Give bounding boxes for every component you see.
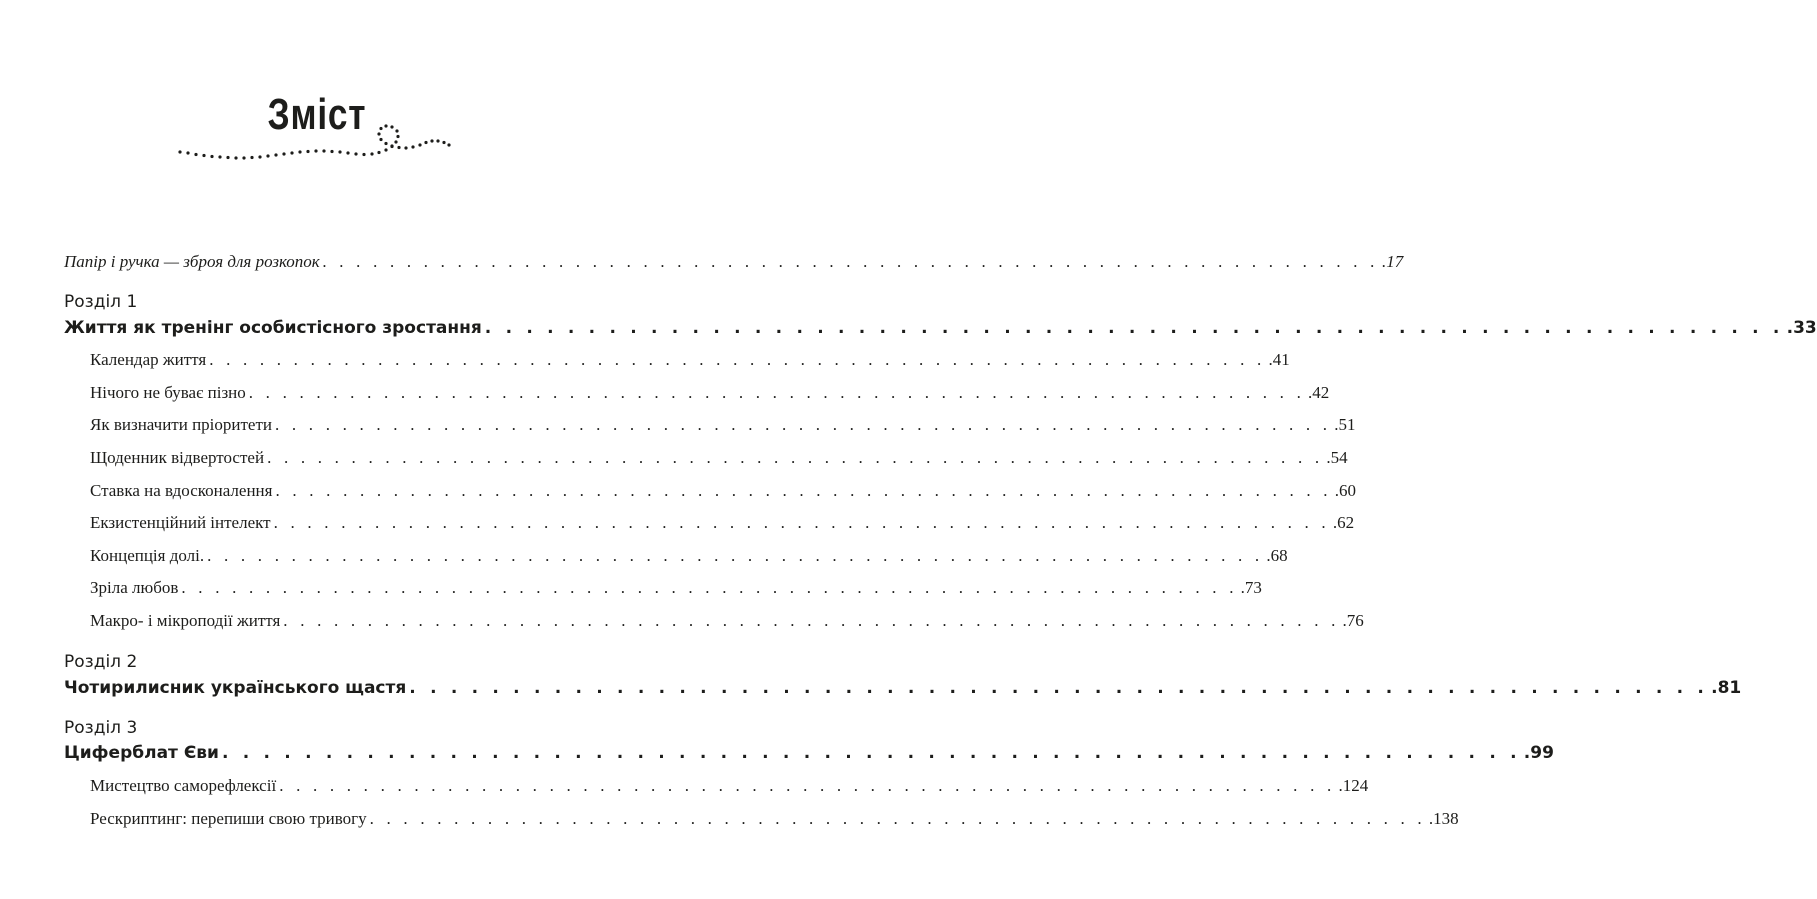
toc-entry[interactable] bbox=[90, 809, 1459, 829]
toc-entry-label: Як визначити пріоритети bbox=[90, 415, 272, 434]
toc-entry-label: Нічого не буває пізно bbox=[90, 383, 246, 402]
toc-entry[interactable] bbox=[90, 611, 1364, 631]
dot-leader: . . . . . . . . . . . . . . . . . . . . . . . . . . . . . . . . . . . . . . . . . . . . . . . . . . . . . . . . . . . . . . . bbox=[207, 546, 1264, 565]
toc-page-number: .42 bbox=[1308, 383, 1330, 402]
dot-leader: . . . . . . . . . . . . . . . . . . . . . . . . . . . . . . . . . . . . . . . . . . . . . . . . . . . . . . . . . . . . . . . bbox=[283, 611, 1340, 630]
toc-page-number: .76 bbox=[1342, 611, 1364, 630]
toc-page-number: .54 bbox=[1326, 448, 1348, 467]
toc-page-number: .41 bbox=[1268, 350, 1290, 369]
toc-page-number: .62 bbox=[1332, 513, 1355, 532]
toc-entry[interactable] bbox=[90, 546, 1288, 566]
page-title: Зміст bbox=[267, 90, 367, 139]
toc-entry-intro[interactable] bbox=[64, 252, 1404, 272]
dot-leader: . . . . . . . . . . . . . . . . . . . . . . . . . . . . . . . . . . . . . . . . . . . . . . . . . . . . . . . . . . . . . . . bbox=[181, 578, 1238, 597]
dot-leader: . . . . . . . . . . . . . . . . . . . . . . . . . . . . . . . . . . . . . . . . . . . . . . . . . . . . . . . . . . . . . . . bbox=[275, 481, 1332, 500]
toc-entry[interactable] bbox=[90, 578, 1262, 598]
toc-entry[interactable] bbox=[90, 776, 1369, 796]
section-label-1: Розділ 1 bbox=[64, 292, 138, 312]
dot-leader: . . . . . . . . . . . . . . . . . . . . . . . . . . . . . . . . . . . . . . . . . . . . . . . . . . . . . . . . . . . . . . . bbox=[221, 743, 1521, 763]
toc-page-number: .17 bbox=[1382, 252, 1404, 271]
toc-entry[interactable] bbox=[90, 513, 1355, 533]
toc-page-number: .124 bbox=[1338, 776, 1369, 795]
dot-leader: . . . . . . . . . . . . . . . . . . . . . . . . . . . . . . . . . . . . . . . . . . . . . . . . . . . . . . . . . . . . . . . bbox=[369, 809, 1426, 828]
toc-chapter-title: Циферблат Єви bbox=[64, 743, 219, 763]
toc-entry[interactable] bbox=[90, 481, 1356, 501]
toc-page-number: .51 bbox=[1334, 415, 1356, 434]
toc-chapter-1[interactable] bbox=[64, 318, 1817, 338]
toc-page-number: .33 bbox=[1786, 318, 1817, 338]
toc-page-number: .73 bbox=[1240, 578, 1262, 597]
toc-entry-label: Екзистенційний інтелект bbox=[90, 513, 271, 532]
dot-leader: . . . . . . . . . . . . . . . . . . . . . . . . . . . . . . . . . . . . . . . . . . . . . . . . . . . . . . . . . . . . . . . bbox=[273, 513, 1330, 532]
toc-entry[interactable] bbox=[90, 383, 1330, 403]
toc-chapter-title: Чотирилисник українського щастя bbox=[64, 678, 407, 698]
dotted-swirl-ornament bbox=[170, 108, 470, 168]
toc-entry[interactable] bbox=[90, 415, 1356, 435]
toc-entry-label: Рескриптинг: перепиши свою тривогу bbox=[90, 809, 367, 828]
toc-page-number: .68 bbox=[1266, 546, 1288, 565]
dot-leader: . . . . . . . . . . . . . . . . . . . . . . . . . . . . . . . . . . . . . . . . . . . . . . . . . . . . . . . . . . . . . . . bbox=[275, 415, 1332, 434]
toc-entry-label: Ставка на вдосконалення bbox=[90, 481, 273, 500]
toc-entry-label: Мистецтво саморефлексії bbox=[90, 776, 277, 795]
toc-entry-label: Папір і ручка — зброя для розкопок bbox=[64, 252, 320, 271]
dot-leader: . . . . . . . . . . . . . . . . . . . . . . . . . . . . . . . . . . . . . . . . . . . . . . . . . . . . . . . . . . . . . . . bbox=[279, 776, 1336, 795]
dot-leader: . . . . . . . . . . . . . . . . . . . . . . . . . . . . . . . . . . . . . . . . . . . . . . . . . . . . . . . . . . . . . . . bbox=[322, 252, 1379, 271]
toc-page-number: .138 bbox=[1428, 809, 1459, 828]
toc-chapter-title: Життя як тренінг особистісного зростання bbox=[64, 318, 482, 338]
toc-entry[interactable] bbox=[90, 350, 1290, 370]
section-label-2: Розділ 2 bbox=[64, 652, 138, 672]
dot-leader: . . . . . . . . . . . . . . . . . . . . . . . . . . . . . . . . . . . . . . . . . . . . . . . . . . . . . . . . . . . . . . . bbox=[409, 678, 1709, 698]
dot-leader: . . . . . . . . . . . . . . . . . . . . . . . . . . . . . . . . . . . . . . . . . . . . . . . . . . . . . . . . . . . . . . . bbox=[267, 448, 1324, 467]
toc-chapter-2[interactable] bbox=[64, 678, 1742, 698]
toc-chapter-3[interactable] bbox=[64, 743, 1554, 763]
dot-leader: . . . . . . . . . . . . . . . . . . . . . . . . . . . . . . . . . . . . . . . . . . . . . . . . . . . . . . . . . . . . . . . bbox=[209, 350, 1266, 369]
toc-entry-label: Календар життя bbox=[90, 350, 207, 369]
toc-page-number: .99 bbox=[1523, 743, 1554, 763]
toc-page-number: .81 bbox=[1711, 678, 1742, 698]
toc-page-number: .60 bbox=[1334, 481, 1356, 500]
dot-leader: . . . . . . . . . . . . . . . . . . . . . . . . . . . . . . . . . . . . . . . . . . . . . . . . . . . . . . . . . . . . . . . bbox=[484, 318, 1784, 338]
toc-entry-label: Щоденник відвертостей bbox=[90, 448, 265, 467]
toc-entry-label: Макро- і мікроподії життя bbox=[90, 611, 281, 630]
toc-entry-label: Зріла любов bbox=[90, 578, 179, 597]
section-label-3: Розділ 3 bbox=[64, 718, 138, 738]
toc-entry[interactable] bbox=[90, 448, 1348, 468]
toc-entry-label: Концепція долі. bbox=[90, 546, 205, 565]
dot-leader: . . . . . . . . . . . . . . . . . . . . . . . . . . . . . . . . . . . . . . . . . . . . . . . . . . . . . . . . . . . . . . . bbox=[248, 383, 1306, 402]
